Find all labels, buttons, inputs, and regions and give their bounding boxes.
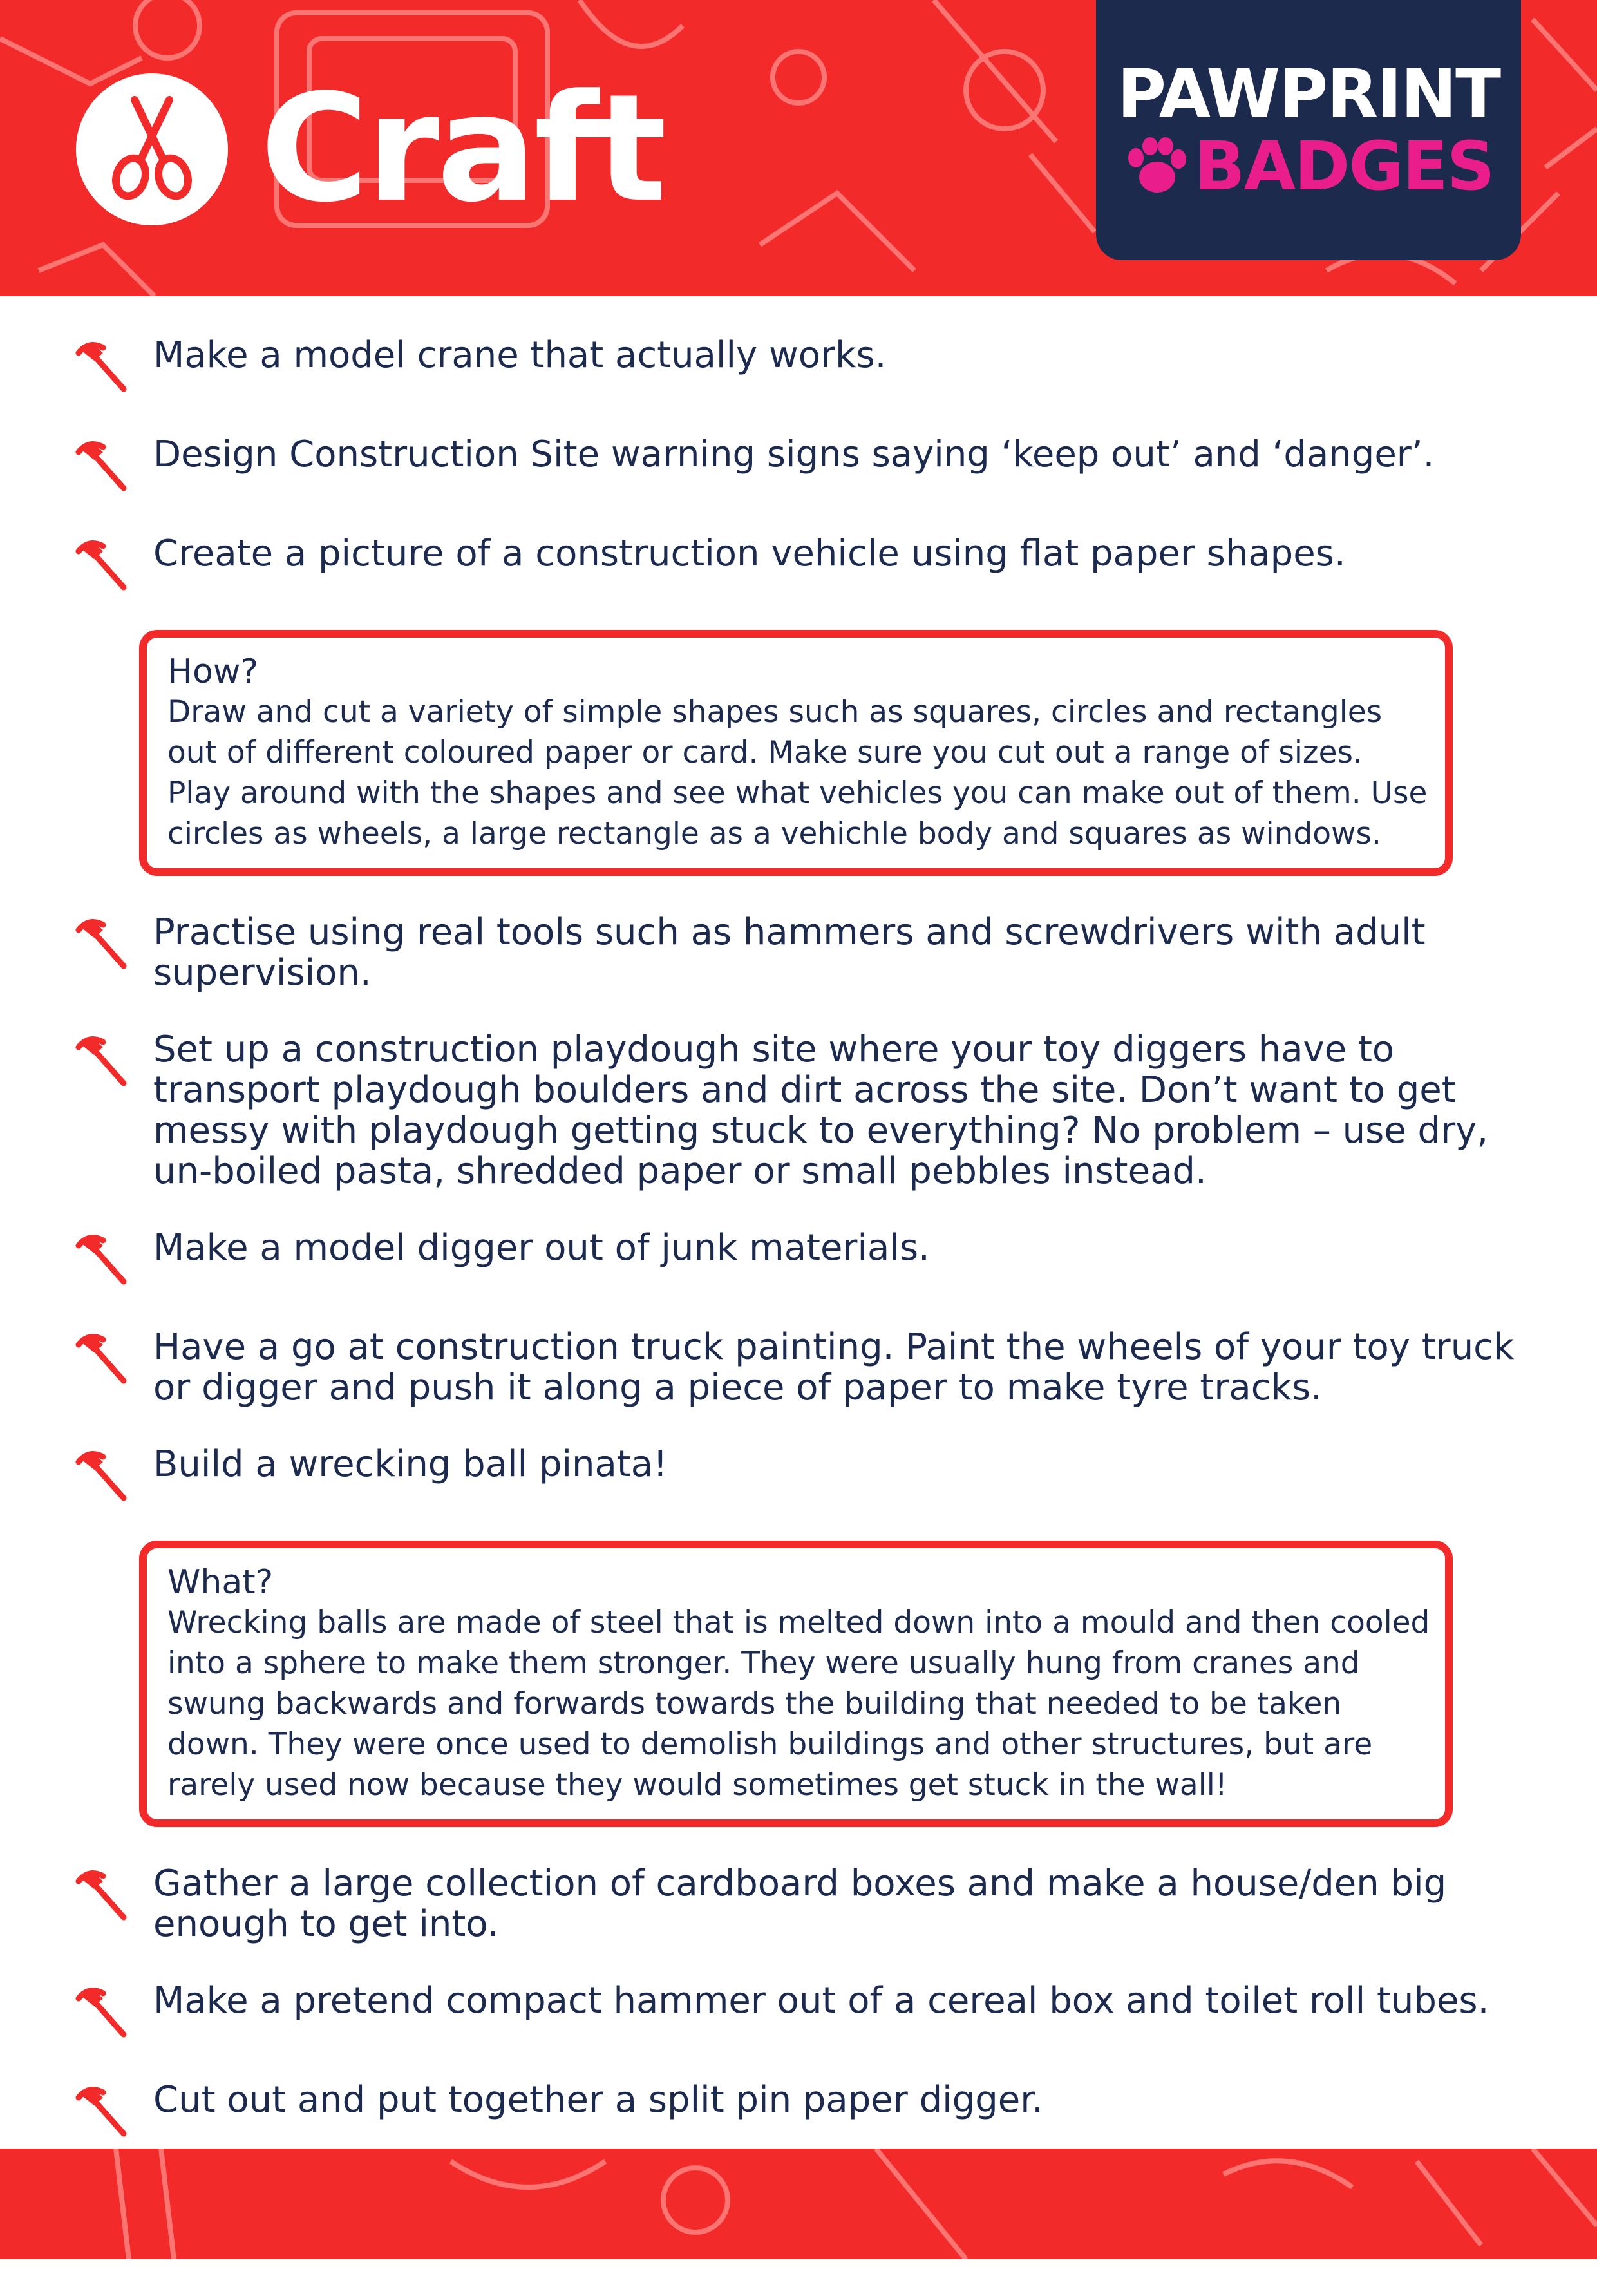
- list-item-text: Have a go at construction truck painting. Paint the wheels of your toy truck or digger and push it along a piece of paper to make tyre tracks.: [153, 1326, 1515, 1409]
- list-item: [72, 1029, 1515, 1191]
- list-item-text: Cut out and put together a split pin paper digger.: [153, 2079, 1043, 2121]
- list-item-text: Build a wrecking ball pinata!: [153, 1443, 668, 1485]
- list-item-text: Make a model digger out of junk materials.: [153, 1227, 930, 1269]
- hammer-icon: [72, 913, 134, 975]
- scissors-icon: [76, 73, 228, 225]
- footer-banner: [0, 2149, 1597, 2259]
- brand-name-top: PAWPRINT: [1117, 55, 1500, 133]
- how-info-box: [139, 630, 1453, 876]
- header-banner: [0, 0, 1597, 296]
- how-box-title: How?: [167, 652, 259, 691]
- list-item: [72, 2080, 1515, 2143]
- list-item: [72, 434, 1515, 497]
- list-item: [72, 335, 1515, 398]
- hammer-icon: [72, 535, 134, 596]
- brand-logo: [1096, 0, 1521, 260]
- hammer-icon: [72, 1982, 134, 2044]
- list-item-text: Create a picture of a construction vehicle using flat paper shapes.: [153, 533, 1346, 574]
- hammer-icon: [72, 1328, 134, 1390]
- what-box-title: What?: [167, 1563, 274, 1602]
- page-title: Craft: [260, 63, 665, 235]
- hammer-icon: [72, 336, 134, 398]
- list-item-text: Set up a construction playdough site where your toy diggers have to transport playdough boulders and dirt across the site. Don’t want to get messy with playdough getting stuck to everything? No problem – use dry, un-boiled pasta, shredded paper or small pebbles instead.: [153, 1029, 1489, 1192]
- how-box-text: Draw and cut a variety of simple shapes such as squares, circles and rectangles out of different coloured paper or card. Make sure you cut out a range of sizes. Play around with the shapes and see what vehicles you can make out of them. Use circles as wheels, a large rectangle as a vehichle body and squares as windows.: [167, 694, 1428, 851]
- hammer-icon: [72, 1030, 134, 1092]
- what-box-text: Wrecking balls are made of steel that is melted down into a mould and then cooled into a sphere to make them stronger. They were usually hung from cranes and swung backwards and forwards towards the building that needed to be taken down. They were once used to demolish buildings and other structures, but are rarely used now because they would sometimes get stuck in the wall!: [167, 1605, 1430, 1803]
- list-item: [72, 533, 1515, 596]
- list-item: [72, 1444, 1515, 1507]
- list-item-text: Make a model crane that actually works.: [153, 334, 887, 376]
- list-item-text: Make a pretend compact hammer out of a cereal box and toilet roll tubes.: [153, 1980, 1489, 2022]
- hammer-icon: [72, 1229, 134, 1291]
- title-group: [76, 63, 665, 235]
- what-info-box: [139, 1541, 1453, 1827]
- brand-name-badges: BADGES: [1194, 127, 1494, 205]
- brand-name-bottom-row: [1123, 127, 1494, 205]
- tools-pattern-decoration: [0, 2149, 1597, 2259]
- list-item-text: Practise using real tools such as hammers and screwdrivers with adult supervision.: [153, 911, 1426, 994]
- hammer-icon: [72, 1864, 134, 1926]
- list-item: [72, 1980, 1515, 2044]
- list-item-text: Design Construction Site warning signs saying ‘keep out’ and ‘danger’.: [153, 433, 1435, 475]
- hammer-icon: [72, 1445, 134, 1507]
- list-item-text: Gather a large collection of cardboard boxes and make a house/den big enough to get into.: [153, 1863, 1447, 1945]
- hammer-icon: [72, 2081, 134, 2143]
- list-item: [72, 1228, 1515, 1291]
- paw-icon: [1123, 137, 1187, 195]
- hammer-icon: [72, 435, 134, 497]
- list-item: [72, 1863, 1515, 1944]
- list-item: [72, 1327, 1515, 1408]
- list-item: [72, 912, 1515, 993]
- activity-list: [72, 335, 1515, 2296]
